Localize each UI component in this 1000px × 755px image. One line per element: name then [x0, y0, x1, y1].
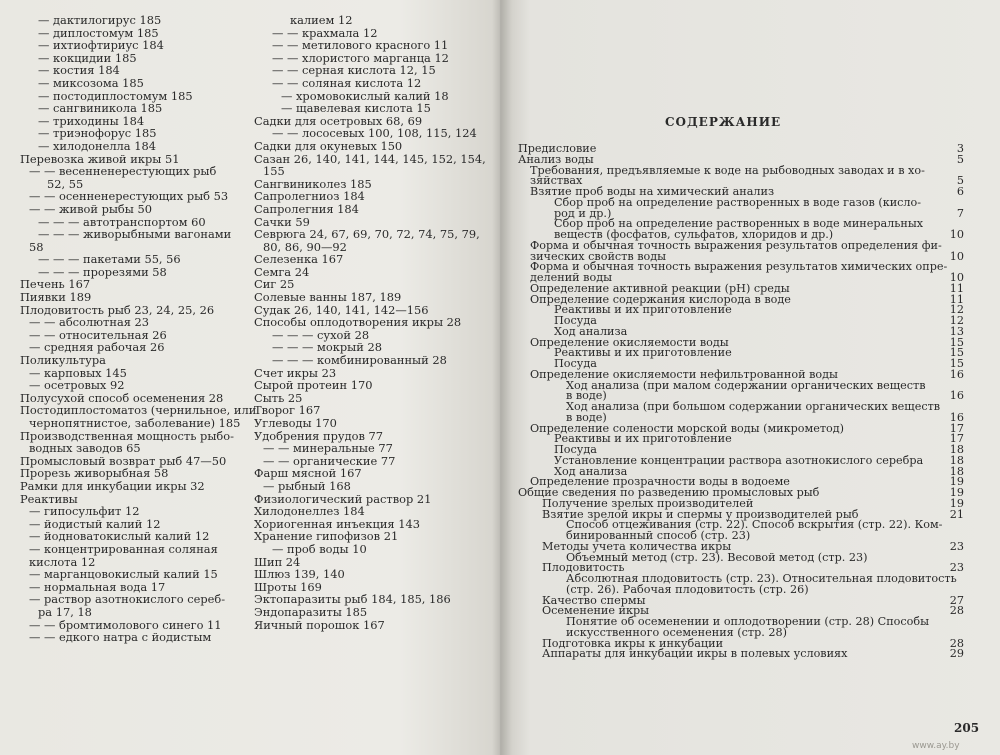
index-entry: — гипосульфит 12 [29, 504, 140, 519]
toc-entry-page: 27 [949, 593, 964, 607]
index-entry: Садки для осетровых 68, 69 [254, 113, 423, 128]
toc-entry-title: Ход анализа (при малом содержании органических веществ [566, 378, 926, 392]
index-entry: — кокцидии 185 [38, 50, 137, 65]
index-entry: — триходины 184 [38, 113, 145, 128]
index-entry: Шроты 169 [254, 579, 322, 594]
toc-entry-page: 28 [949, 604, 964, 618]
index-entry: — осетровых 92 [29, 378, 125, 393]
toc-entry-title: Определение активной реакции (pH) среды [530, 281, 790, 295]
toc-entry-title: зических свойств воды [530, 249, 667, 263]
toc-entry-page: 18 [949, 443, 964, 456]
index-entry: — — органические 77 [263, 453, 396, 468]
index-entry: — йодноватокислый калий 12 [29, 529, 210, 544]
index-entry: 58 [29, 239, 44, 254]
index-entry: Поликультура [20, 353, 106, 368]
index-entry: Сапролегниоз 184 [254, 189, 365, 204]
index-entry: водных заводов 65 [29, 441, 141, 456]
index-entry: — — соляная кислота 12 [272, 75, 422, 90]
index-entry: Севрюга 24, 67, 69, 70, 72, 74, 75, 79, [254, 227, 480, 242]
watermark: www.ay.by [912, 741, 960, 751]
index-entry: Пиявки 189 [20, 290, 92, 305]
toc-entry-title: (стр. 26). Рабочая плодовитость (стр. 26) [566, 582, 809, 596]
index-entry: Селезенка 167 [254, 252, 344, 267]
index-entry: Прорезь живорыбная 58 [20, 466, 169, 481]
toc-entry-page: 10 [949, 271, 964, 284]
toc-entry-title: Определение содержания кислорода в воде [530, 292, 791, 306]
toc-entry-title: Взятие проб воды на химический анализ [530, 185, 775, 198]
index-entry: — сангвиникола 185 [38, 101, 163, 116]
index-entry: Углеводы 170 [254, 416, 337, 430]
index-entry: чернопятнистое, заболевание) 185 [29, 416, 241, 430]
index-entry: — хромовокислый калий 18 [281, 88, 449, 103]
toc-entry [518, 649, 964, 660]
toc-entry-page: 3 [956, 142, 964, 155]
index-entry: — — — прорезями 58 [38, 264, 167, 279]
index-entry: кислота 12 [29, 554, 96, 569]
toc-entry-page: 10 [949, 249, 964, 263]
index-entry: Сазан 26, 140, 141, 144, 145, 152, 154, [254, 151, 486, 166]
index-entry: — — — живорыбными вагонами [38, 227, 232, 242]
index-entry: Хилодонеллез 184 [254, 504, 365, 519]
index-entry: Судак 26, 140, 141, 142—156 [254, 302, 429, 317]
toc-entry-title: Определение окисляемости воды [530, 335, 729, 349]
toc-entry-page: 23 [949, 539, 964, 553]
index-entry: — — — мокрый 28 [272, 340, 382, 355]
index-entry: Эктопаразиты рыб 184, 185, 186 [254, 592, 451, 607]
toc-entry-page: 15 [949, 346, 964, 360]
index-entry: — проб воды 10 [272, 541, 367, 556]
toc-entry-page: 28 [949, 636, 964, 650]
toc-entry-title: Ход анализа [554, 324, 628, 338]
index-column-2 [254, 13, 486, 632]
index-entry: — постодиплостомум 185 [38, 88, 193, 103]
index-entry: — йодистый калий 12 [29, 516, 161, 531]
toc-entry-page: 12 [949, 314, 964, 327]
index-entry: Постодиплостоматоз (чернильное, или [20, 403, 257, 418]
index-entry: — — — комбинированный 28 [272, 353, 447, 368]
toc-entry-page: 18 [949, 464, 964, 478]
toc-entry-title: Общие сведения по разведению промысловых рыб [518, 486, 820, 499]
index-entry: — нормальная вода 17 [29, 579, 166, 594]
toc-entry-title: Реактивы и их приготовление [554, 432, 732, 446]
index-entry: 52, 55 [47, 176, 84, 191]
index-entry: — — — автотранспортом 60 [38, 214, 206, 229]
index-entry: — — минеральные 77 [263, 441, 393, 456]
index-entry: — — — сухой 28 [272, 327, 370, 342]
index-entry: — марганцовокислый калий 15 [29, 567, 218, 582]
toc-entry-page: 11 [949, 292, 964, 306]
index-entry: Сиг 25 [254, 277, 295, 292]
index-entry: — раствор азотнокислого сереб- [29, 592, 226, 607]
index-entry: — — хлористого марганца 12 [272, 50, 449, 65]
index-entry: — триэнофорус 185 [38, 126, 157, 141]
toc-entry-title: бинированный способ (стр. 23) [566, 529, 751, 542]
index-entry: — дактилогирус 185 [38, 13, 162, 27]
toc-entry-page: 15 [949, 357, 964, 370]
toc-entry-title: Анализ воды [518, 152, 594, 166]
toc-entry-page: 17 [949, 421, 964, 435]
toc-entry-title: Способ отцеживания (стр. 22). Способ вскрытия (стр. 22). Ком- [566, 518, 943, 532]
index-entry: — концентрированная соляная [29, 541, 218, 556]
toc-entry-title: Методы учета количества икры [542, 539, 732, 553]
index-entry: Полусухой способ осеменения 28 [20, 390, 224, 405]
toc-entry-title: Посуда [554, 443, 597, 456]
toc-entry-page: 16 [949, 367, 964, 381]
toc-entry-title: в воде) [566, 410, 607, 424]
index-entry: — — бромтимолового синего 11 [29, 617, 222, 632]
index-entry: Садки для окуневых 150 [254, 138, 403, 153]
toc-entry-title: Требования, предъявляемые к воде на рыбоводных заводах и в хо- [530, 163, 925, 177]
toc-entry-title: Взятие зрелой икры и спермы у производителей рыб [542, 507, 859, 521]
toc-entry-page: 19 [949, 486, 964, 499]
index-entry: — рыбный 168 [263, 478, 351, 493]
index-entry: Сачки 59 [254, 214, 310, 229]
index-entry: Физиологический раствор 21 [254, 491, 432, 506]
toc-entry-page: 18 [949, 453, 964, 467]
toc-entry-title: Предисловие [518, 142, 597, 155]
index-entry: — — живой рыбы 50 [29, 201, 152, 216]
index-entry: Яичный порошок 167 [254, 617, 385, 632]
index-entry: Рамки для инкубации икры 32 [20, 478, 205, 493]
index-entry: — — осенненерестующих рыб 53 [29, 189, 229, 204]
toc-entry-page: 23 [949, 561, 964, 575]
index-entry: Творог 167 [254, 403, 321, 418]
toc-entry-page: 17 [949, 432, 964, 446]
toc-entry-title: Форма и обычная точность выражения результатов химических опре- [530, 260, 948, 274]
index-entry: Сангвиниколез 185 [254, 176, 372, 191]
index-entry: Плодовитость рыб 23, 24, 25, 26 [20, 302, 215, 317]
toc-entry-title: род и др.) [554, 206, 612, 220]
index-entry: Шлюз 139, 140 [254, 567, 345, 582]
toc-entry-page: 29 [949, 647, 964, 661]
index-entry: Сыть 25 [254, 390, 303, 405]
toc-entry-title: делений воды [530, 271, 612, 284]
toc-entry-title: Реактивы и их приготовление [554, 303, 732, 317]
index-entry: — — серная кислота 12, 15 [272, 63, 436, 78]
toc-entry-title: Форма и обычная точность выражения результатов определения фи- [530, 238, 942, 252]
toc-entry-title: Установление концентрации раствора азотнокислого серебра [554, 453, 924, 467]
index-entry: Способы оплодотворения икры 28 [254, 315, 462, 330]
index-entry: Реактивы [20, 491, 78, 506]
index-entry: Солевые ванны 187, 189 [254, 290, 402, 305]
toc-entry-page: 19 [949, 475, 964, 489]
index-entry: Производственная мощность рыбо- [20, 428, 234, 443]
index-entry: — — метилового красного 11 [272, 38, 449, 53]
toc-entry-page: 5 [956, 174, 964, 188]
book-gutter [492, 0, 512, 755]
toc-entry-title: Подготовка икры к инкубации [542, 636, 724, 650]
index-entry: Счет икры 23 [254, 365, 337, 380]
index-entry: Удобрения прудов 77 [254, 428, 383, 443]
index-entry: Семга 24 [254, 264, 310, 279]
toc-entry-title: Ход анализа [554, 464, 628, 478]
index-entry: — — абсолютная 23 [29, 315, 150, 330]
index-entry: Перевозка живой икры 51 [20, 151, 180, 166]
index-entry: 80, 86, 90—92 [263, 239, 347, 254]
index-column-1 [20, 13, 257, 645]
toc-entry-title: Осеменение икры [542, 604, 650, 618]
toc-entry-page: 16 [949, 410, 964, 424]
toc-entry-page: 19 [949, 496, 964, 510]
toc-entry-title: Ход анализа (при большом содержании органических веществ [566, 400, 941, 413]
index-entry: — — весенненерестующих рыб [29, 164, 217, 179]
index-entry: — карповых 145 [29, 365, 127, 380]
toc-entry-title: Получение зрелых производителей [542, 496, 754, 510]
page-number: 205 [954, 721, 980, 735]
index-entry: — хилодонелла 184 [38, 138, 156, 153]
toc-entry-title: веществ (фосфатов, сульфатов, хлоридов и др.) [554, 228, 834, 241]
index-entry: — — крахмала 12 [272, 25, 378, 40]
index-entry: Шип 24 [254, 554, 301, 569]
table-of-contents [518, 144, 964, 660]
toc-entry-title: Качество спермы [542, 593, 646, 607]
index-entry: — — едкого натра с йодистым [29, 630, 212, 645]
index-entry: Печень 167 [20, 277, 91, 292]
toc-entry-page: 7 [956, 206, 964, 220]
toc-entry-title: зяйствах [530, 174, 583, 188]
index-entry: — — — пакетами 55, 56 [38, 252, 181, 267]
index-entry: — щавелевая кислота 15 [281, 101, 431, 116]
toc-entry-page: 15 [949, 335, 964, 349]
index-entry: 155 [263, 164, 285, 179]
index-entry: Промысловый возврат рыб 47—50 [20, 453, 227, 468]
index-entry: — — относительная 26 [29, 327, 167, 342]
index-entry: — диплостомум 185 [38, 25, 159, 40]
toc-entry-page: 6 [956, 185, 964, 198]
toc-entry-title: Плодовитость [542, 561, 625, 575]
toc-entry-title: Определение прозрачности воды в водоеме [530, 475, 790, 489]
toc-entry-page: 21 [949, 507, 964, 521]
index-entry: Эндопаразиты 185 [254, 604, 368, 619]
toc-entry-title: Объемный метод (стр. 23). Весовой метод (стр. 23) [566, 550, 868, 564]
toc-entry-title: Сбор проб на определение растворенных в воде минеральных [554, 217, 924, 231]
index-entry: — миксозома 185 [38, 75, 144, 90]
toc-entry-page: 10 [949, 228, 964, 241]
contents-title: СОДЕРЖАНИЕ [665, 115, 782, 129]
toc-entry-page: 11 [949, 281, 964, 295]
toc-entry-title: Абсолютная плодовитость (стр. 23). Относительная плодовитость [566, 572, 957, 585]
index-entry: — средняя рабочая 26 [29, 340, 165, 355]
toc-entry-title: Посуда [554, 314, 597, 327]
toc-entry-title: Посуда [554, 357, 597, 370]
index-entry: Фарш мясной 167 [254, 466, 362, 481]
index-entry: ра 17, 18 [38, 604, 92, 619]
toc-entry-title: Сбор проб на определение растворенных в воде газов (кисло- [554, 195, 922, 209]
index-entry: Хранение гипофизов 21 [254, 529, 399, 544]
index-entry: Сапролегния 184 [254, 201, 359, 216]
toc-entry-page: 12 [949, 303, 964, 317]
toc-entry [518, 163, 964, 177]
index-entry: — ихтиофтириус 184 [38, 38, 164, 53]
toc-entry-title: Реактивы и их приготовление [554, 346, 732, 360]
toc-entry-title: искусственного осеменения (стр. 28) [566, 625, 787, 639]
index-entry: — костия 184 [38, 63, 120, 78]
toc-entry-page: 5 [956, 152, 964, 166]
index-entry: Хориогенная инъекция 143 [254, 516, 420, 531]
toc-entry-title: в воде) [566, 389, 607, 403]
toc-entry-title: Аппараты для инкубации икры в полевых условиях [542, 647, 848, 661]
toc-entry-title: Понятие об осеменении и оплодотворении (стр. 28) Способы [566, 615, 930, 628]
index-entry: — — лососевых 100, 108, 115, 124 [272, 126, 477, 141]
toc-entry-title: Определение окисляемости нефильтрованной воды [530, 367, 838, 381]
toc-entry-page: 13 [949, 324, 964, 338]
index-entry: Сырой протеин 170 [254, 378, 373, 393]
toc-entry-title: Определение солености морской воды (микрометод) [530, 421, 845, 435]
toc-entry-page: 16 [949, 389, 964, 403]
index-entry: калием 12 [290, 13, 353, 27]
